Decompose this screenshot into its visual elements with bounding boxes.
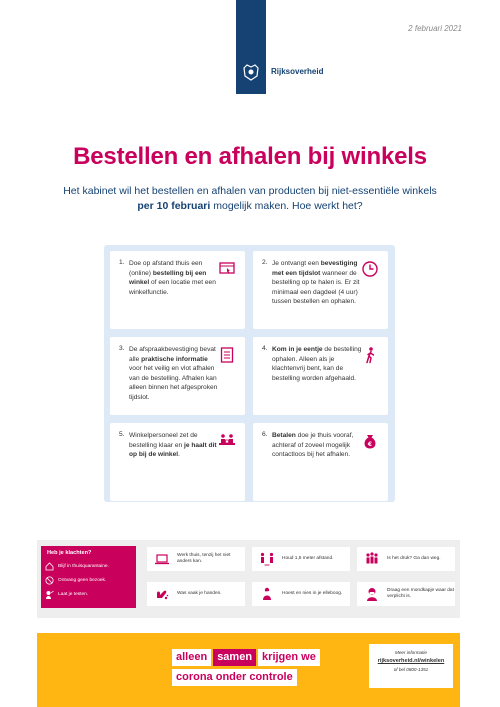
document-icon bbox=[218, 346, 236, 364]
step-number: 1. bbox=[119, 259, 125, 266]
complaints-heading: Heb je klachten? bbox=[47, 550, 92, 556]
counter-people-icon bbox=[218, 432, 236, 450]
tip-sneeze: Hoest en nies in je elleboog. bbox=[252, 582, 350, 606]
money-bag-euro-icon bbox=[361, 432, 379, 450]
step-2 bbox=[253, 251, 388, 329]
campaign-slogan: alleen samen krijgen we corona onder controle bbox=[172, 649, 320, 689]
complaint-item: Ontvang geen bezoek. bbox=[45, 576, 106, 585]
step-3 bbox=[110, 337, 245, 415]
more-info-label: Meer informatie bbox=[395, 650, 427, 655]
lion-crest-icon bbox=[241, 62, 261, 82]
walking-person-icon bbox=[361, 346, 379, 364]
more-info-phone: of bel 0800-1351 bbox=[393, 667, 429, 672]
step-text: Je ontvangt een bevestiging met een tijdslot wanneer de bestelling op te halen is. Er zit minimaal een dagdeel (4 uur) tussen bestellen en ophalen. bbox=[272, 260, 360, 306]
face-mask-icon bbox=[364, 586, 380, 602]
intro-text: Het kabinet wil het bestellen en afhalen van producten bij niet-essentiële winkels per 10 februari mogelijk maken. Hoe werkt het? bbox=[63, 185, 437, 212]
more-info-link[interactable]: rijksoverheid.nl/winkelen bbox=[377, 658, 445, 664]
org-name: Rijksoverheid bbox=[271, 67, 324, 76]
no-visitors-icon bbox=[45, 576, 54, 585]
tip-face-mask: Draag een mondkapje waar dat verplicht is. bbox=[357, 582, 455, 606]
page-title: Bestellen en afhalen bij winkels bbox=[73, 143, 427, 170]
step-5 bbox=[110, 423, 245, 501]
date-label: 2 februari 2021 bbox=[408, 24, 462, 33]
clock-icon bbox=[361, 260, 379, 278]
crowd-icon bbox=[364, 551, 380, 567]
complaints-box bbox=[41, 546, 136, 608]
tip-wash-hands: Was vaak je handen. bbox=[147, 582, 245, 606]
sneeze-elbow-icon bbox=[259, 586, 275, 602]
step-number: 3. bbox=[119, 345, 125, 352]
complaint-item: Laat je testen. bbox=[45, 590, 88, 599]
laptop-cursor-icon bbox=[218, 260, 236, 278]
tip-crowd: Is het druk? Ga dan weg. bbox=[357, 547, 455, 571]
step-number: 4. bbox=[262, 345, 268, 352]
svg-text:€: € bbox=[367, 441, 373, 448]
wash-hands-icon bbox=[154, 586, 170, 602]
complaint-item: Blijf in thuisquarantaine. bbox=[45, 562, 109, 571]
step-4 bbox=[253, 337, 388, 415]
step-text: Kom in je eentje de bestelling ophalen. Alleen als je klachtenvrij bent, kan de bestelling worden afgehaald. bbox=[272, 346, 362, 382]
step-number: 6. bbox=[262, 431, 268, 438]
step-number: 2. bbox=[262, 259, 268, 266]
distance-icon bbox=[259, 551, 275, 567]
tip-work-home: Werk thuis, tenzij het niet anders kan. bbox=[147, 547, 245, 571]
step-1 bbox=[110, 251, 245, 329]
home-laptop-icon bbox=[154, 551, 170, 567]
step-text: Betalen doe je thuis vooraf, achteraf of zoveel mogelijk contactloos bij het afhalen. bbox=[272, 432, 354, 459]
test-swab-icon bbox=[45, 590, 54, 599]
step-6 bbox=[253, 423, 388, 501]
more-info-box bbox=[369, 644, 453, 688]
house-icon bbox=[45, 562, 54, 571]
step-number: 5. bbox=[119, 431, 125, 438]
step-text: De afspraakbevestiging bevat alle praktische informatie voor het veilig en vlot afhalen van de bestelling. Afhalen kan alleen binnen het afgesproken tijdslot. bbox=[129, 346, 218, 401]
step-text: Doe op afstand thuis een (online) bestelling bij een winkel of een locatie met een winkelfunctie. bbox=[129, 260, 216, 296]
tip-distance: Houd 1,5 meter afstand. bbox=[252, 547, 350, 571]
step-text: Winkelpersoneel zet de bestelling klaar en je haalt dit op bij de winkel. bbox=[129, 432, 217, 459]
